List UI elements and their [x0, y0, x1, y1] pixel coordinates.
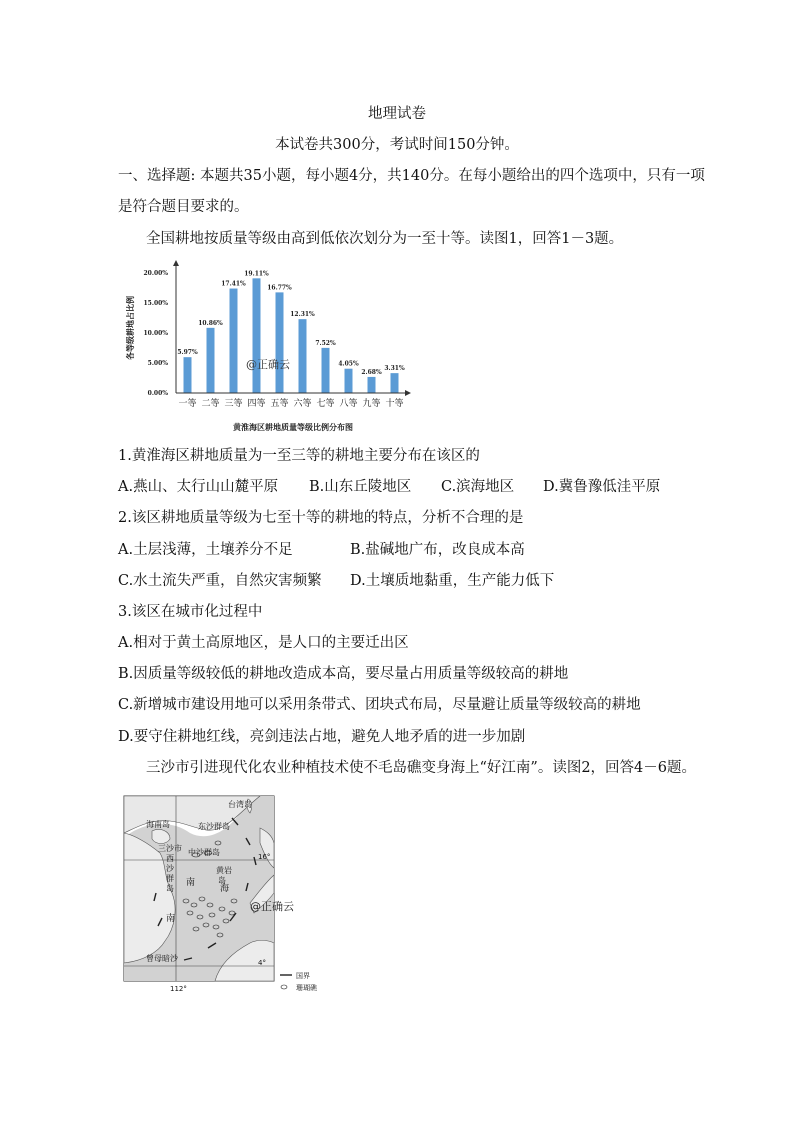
label-xisha-4: 岛: [166, 884, 174, 893]
bar-九等: [368, 377, 376, 393]
label-xisha-1: 西: [166, 854, 174, 863]
value-label: 16.77%: [267, 284, 292, 292]
label-lon112: 112°: [170, 985, 187, 993]
value-label: 2.68%: [361, 368, 382, 376]
label-sansha: 三沙市: [158, 844, 182, 853]
q3-option-a: A.相对于黄土高原地区，是人口的主要迁出区: [118, 635, 409, 651]
x-labels: [178, 397, 403, 409]
bar-六等: [299, 319, 307, 393]
chart-title: 黄淮海区耕地质量等级比例分布图: [233, 422, 353, 432]
x-tick-label: 五等: [270, 399, 289, 409]
value-label: 10.86%: [198, 319, 223, 327]
label-nan: 南: [166, 914, 176, 924]
y-tick-label: 10.00%: [143, 330, 168, 337]
label-hainan: 海南岛: [146, 820, 170, 829]
y-ticks: [144, 270, 169, 397]
y-tick-label: 0.00%: [147, 390, 168, 397]
x-tick-label: 七等: [316, 399, 335, 409]
q3-option-d: D.要守住耕地红线，亮剑违法占地，避免人地矛盾的进一步加剧: [118, 729, 526, 745]
label-dongsha: 东沙群岛: [198, 822, 230, 831]
q1-stem: 1.黄淮海区耕地质量为一至三等的耕地主要分布在该区的: [118, 448, 480, 464]
q1-option-a: A.燕山、太行山山麓平原: [118, 479, 279, 495]
value-label: 17.41%: [221, 280, 246, 288]
q3-option-b: B.因质量等级较低的耕地改造成本高，要尽量占用质量等级较高的耕地: [118, 666, 569, 682]
x-tick-label: 九等: [362, 399, 381, 409]
section-header-line1: 一、选择题: 本题共35小题，每小题4分，共140分。在每小题给出的四个选项中，只有一项: [118, 168, 705, 184]
x-tick-label: 三等: [224, 399, 243, 409]
label-taiwan: 台湾岛: [228, 800, 252, 809]
x-tick-label: 四等: [247, 399, 266, 409]
bar-七等: [322, 348, 330, 393]
watermark: @正确云: [246, 358, 290, 371]
q1-option-b: B.山东丘陵地区: [309, 479, 412, 495]
bar-五等: [276, 292, 284, 393]
x-tick-label: 六等: [293, 399, 312, 409]
q2-stem: 2.该区耕地质量等级为七至十等的耕地的特点，分析不合理的是: [118, 510, 524, 526]
label-sea-1: 南: [186, 878, 196, 888]
q2-option-c: C.水土流失严重，自然灾害频繁: [118, 573, 322, 589]
legend-border-label: 国界: [296, 972, 310, 980]
value-label: 5.97%: [177, 349, 198, 357]
value-label: 4.05%: [338, 360, 359, 368]
section-header-line2: 是符合题目要求的。: [118, 199, 249, 215]
legend-reef-symbol: [281, 985, 287, 989]
y-tick-label: 15.00%: [143, 300, 168, 307]
label-lat16: 16°: [258, 853, 271, 861]
exam-subtitle: 本试卷共300分，考试时间150分钟。: [275, 137, 519, 153]
label-lat4: 4°: [258, 959, 266, 967]
label-xisha-3: 群: [166, 874, 174, 883]
label-xisha-2: 沙: [166, 864, 174, 873]
value-label: 7.52%: [315, 339, 336, 347]
bar-四等: [253, 278, 261, 393]
y-axis-label: 各等级耕地占比例: [125, 296, 135, 360]
q3-stem: 3.该区在城市化过程中: [118, 604, 263, 620]
label-zengmu: 曾母暗沙: [146, 954, 178, 963]
x-axis-arrow: [405, 390, 411, 396]
bar-三等: [230, 289, 238, 393]
value-label: 12.31%: [290, 311, 315, 319]
bar-十等: [391, 373, 399, 393]
x-tick-label: 十等: [385, 399, 404, 409]
bar-二等: [207, 328, 215, 393]
q2-option-d: D.土壤质地黏重，生产能力低下: [350, 573, 555, 589]
legend-reef-label: 珊瑚礁: [296, 984, 317, 992]
q3-option-c: C.新增城市建设用地可以采用条带式、团块式布局，尽量避让质量等级较高的耕地: [118, 697, 641, 713]
label-zhongsha: 中沙群岛: [188, 848, 220, 857]
label-huangyan-1: 黄岩: [216, 866, 232, 875]
x-tick-label: 八等: [339, 399, 358, 409]
bar-八等: [345, 369, 353, 393]
intro-figure2: 三沙市引进现代化农业种植技术使不毛岛礁变身海上“好江南”。读图2，回答4－6题。: [146, 760, 696, 776]
x-tick-label: 二等: [201, 399, 220, 409]
figure2-map: [120, 793, 330, 998]
exam-title: 地理试卷: [368, 106, 426, 122]
label-sea-2: 海: [220, 884, 230, 894]
map-watermark: @正确云: [250, 900, 294, 913]
intro-figure1: 全国耕地按质量等级由高到低依次划分为一至十等。读图1，回答1－3题。: [146, 231, 624, 247]
y-tick-label: 20.00%: [143, 270, 168, 277]
q2-option-b: B.盐碱地广布，改良成本高: [350, 542, 525, 558]
value-label: 3.31%: [384, 365, 405, 373]
x-tick-label: 一等: [178, 399, 197, 409]
value-label: 19.11%: [244, 270, 269, 278]
q2-option-a: A.土层浅薄，土壤养分不足: [118, 542, 293, 558]
y-axis-arrow: [173, 260, 179, 266]
q1-option-c: C.滨海地区: [441, 479, 515, 495]
q1-option-d: D.冀鲁豫低洼平原: [543, 479, 661, 495]
label-huangyan-2: 岛: [218, 876, 226, 885]
bar-一等: [184, 357, 192, 393]
y-tick-label: 5.00%: [147, 360, 168, 367]
figure1-bar-chart: [118, 258, 418, 438]
